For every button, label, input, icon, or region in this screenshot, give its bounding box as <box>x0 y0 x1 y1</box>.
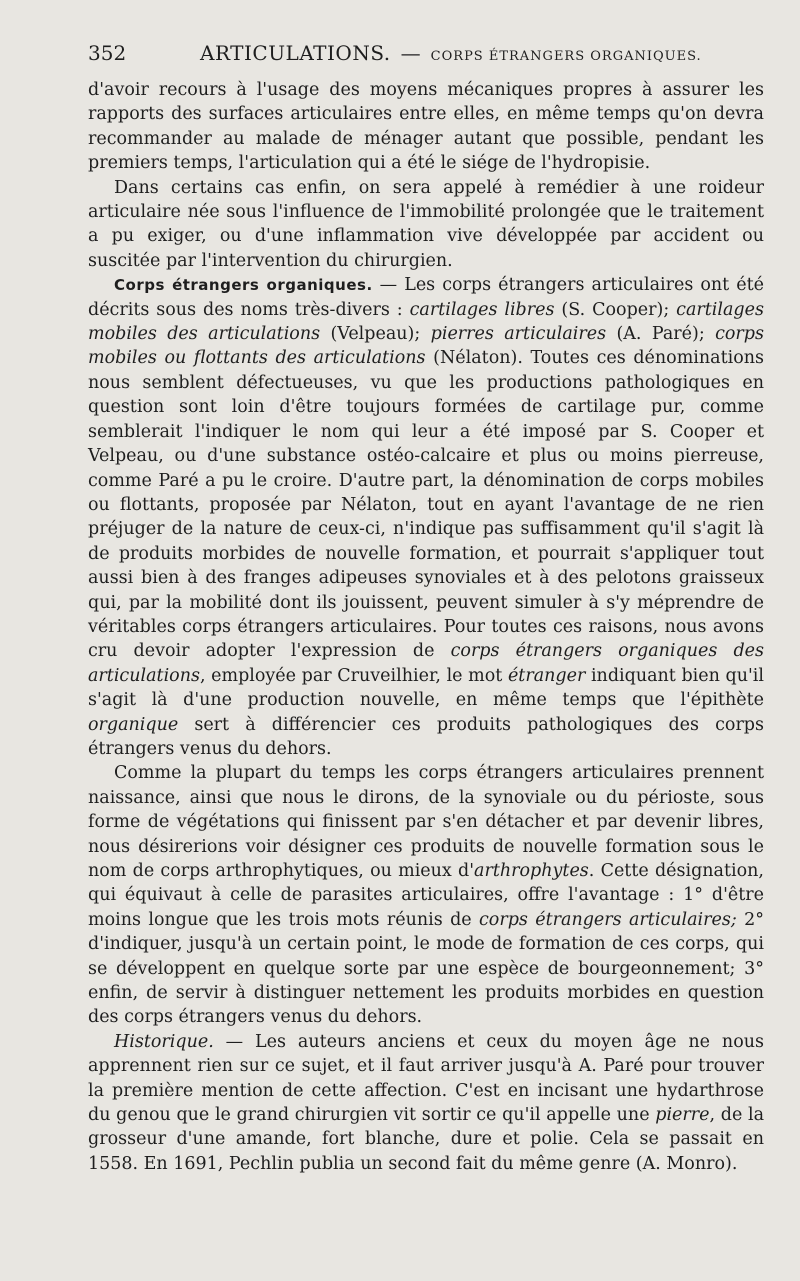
running-head <box>88 40 764 70</box>
italic-term: organique <box>88 714 179 735</box>
italic-heading: Historique. <box>114 1031 214 1052</box>
italic-term: arthrophytes <box>474 861 589 881</box>
text-run: , employée par Cruveilhier, le mot <box>199 665 508 686</box>
text-run: , de la grosseur d'une amande, fort blanche, dure et polie. Cela se passait en 1558. En 1691, Pechlin publia un second fait du même genre (A. Monro). <box>88 1105 765 1174</box>
italic-term: corps étrangers articulaires; <box>479 909 737 930</box>
text-run: . Cette désignation, qui équivaut à celle de parasites articulaires, offre l'avantage : 1° d'être moins longue que les trois mots réunis de <box>88 861 764 930</box>
running-subtitle: CORPS ÉTRANGERS ORGANIQUES. <box>430 49 702 64</box>
text-run: Comme la plupart du temps les corps étrangers articulaires prennent naissance, ainsi que nous le dirons, de la synoviale ou du périoste, sous forme de végétations qui finissent par s'en détacher et par devenir libres, nous désirerions voir désigner ces produits de nouvelle formation sous le nom de corps arthrophytiques, ou mieux d' <box>88 763 764 881</box>
section-heading: Corps étrangers organiques. <box>114 276 373 295</box>
text-run: — Les corps étrangers articulaires ont été décrits sous des noms très-divers : <box>88 275 764 320</box>
text-run: 2° d'indiquer, jusqu'à un certain point, le mode de formation de ces corps, qui se développent en quelque sorte par une espèce de bourgeonnement; 3° enfin, de servir à distinguer nettement les produits morbides en question des corps étrangers venus du dehors. <box>88 909 764 1028</box>
paragraph-3 <box>88 273 764 761</box>
paragraph-5 <box>88 1030 764 1176</box>
italic-term: cartilages mobiles des articulations <box>88 299 764 345</box>
page-number: 352 <box>88 41 127 65</box>
paragraph-2: Dans certains cas enfin, on sera appelé à remédier à une roideur articulaire née sous l'influence de l'immobilité prolongée que le traitement a pu exiger, ou d'une inflammation vive développée par accident ou suscitée par l'intervention du chirurgien. <box>88 177 764 271</box>
text-run: (Velpeau); <box>320 324 431 345</box>
text-run: (A. Paré); <box>606 324 716 345</box>
running-dash: — <box>400 41 421 65</box>
italic-term: étranger <box>507 665 586 686</box>
text-run: sert à différencier ces produits pathologiques des corps étrangers venus du dehors. <box>88 714 764 759</box>
text-run: indiquant bien qu'il s'agit là d'une production nouvelle, en même temps que l'épithète <box>88 665 764 711</box>
running-title: ARTICULATIONS. <box>200 41 391 65</box>
paragraph-4 <box>88 761 764 1029</box>
italic-term: cartilages libres <box>409 299 555 320</box>
text-run: (Nélaton). Toutes ces dénominations nous semblent défectueuses, vu que les productions pathologiques en question sont loin d'être toujours formées de cartilage pur, comme semblerait l'indiquer le nom qui leur a été imposé par S. Cooper et Velpeau, ou d'une substance ostéo-calcaire et plus ou moins pierreuse, comme Paré a pu le croire. D'autre part, la dénomination de corps mobiles ou flottants, proposée par Nélaton, tout en ayant l'avantage de ne rien préjuger de la nature de ceux-ci, n'indique pas suffisamment qu'il s'agit là de produits morbides de nouvelle formation, et pourrait s'appliquer tout aussi bien à des franges adipeuses synoviales et à des pelotons graisseux qui, par la mobilité dont ils jouissent, peuvent simuler à s'y méprendre de véritables corps étrangers articulaires. Pour toutes ces raisons, nous avons cru devoir adopter l'expression de <box>88 348 764 662</box>
text-run: (S. Cooper); <box>554 299 677 320</box>
body-text <box>88 78 764 1176</box>
italic-term: corps étrangers organiques des articulations <box>88 641 764 686</box>
italic-term: pierre <box>655 1105 710 1126</box>
italic-term: pierres articulaires <box>430 324 607 345</box>
text-run: — Les auteurs anciens et ceux du moyen âge ne nous apprennent rien sur ce sujet, et il faut arriver jusqu'à A. Paré pour trouver la première mention de cette affection. C'est en incisant une hydarthrose du genou que le grand chirurgien vit sortir ce qu'il appelle une <box>88 1031 764 1126</box>
italic-term: corps mobiles ou flottants des articulations <box>88 324 764 369</box>
paragraph-1: d'avoir recours à l'usage des moyens mécaniques propres à assurer les rapports des surfaces articulaires entre elles, en même temps qu'on devra recommander au malade de ménager autant que possible, pendant les premiers temps, l'articulation qui a été le siége de l'hydropisie. <box>88 80 764 174</box>
